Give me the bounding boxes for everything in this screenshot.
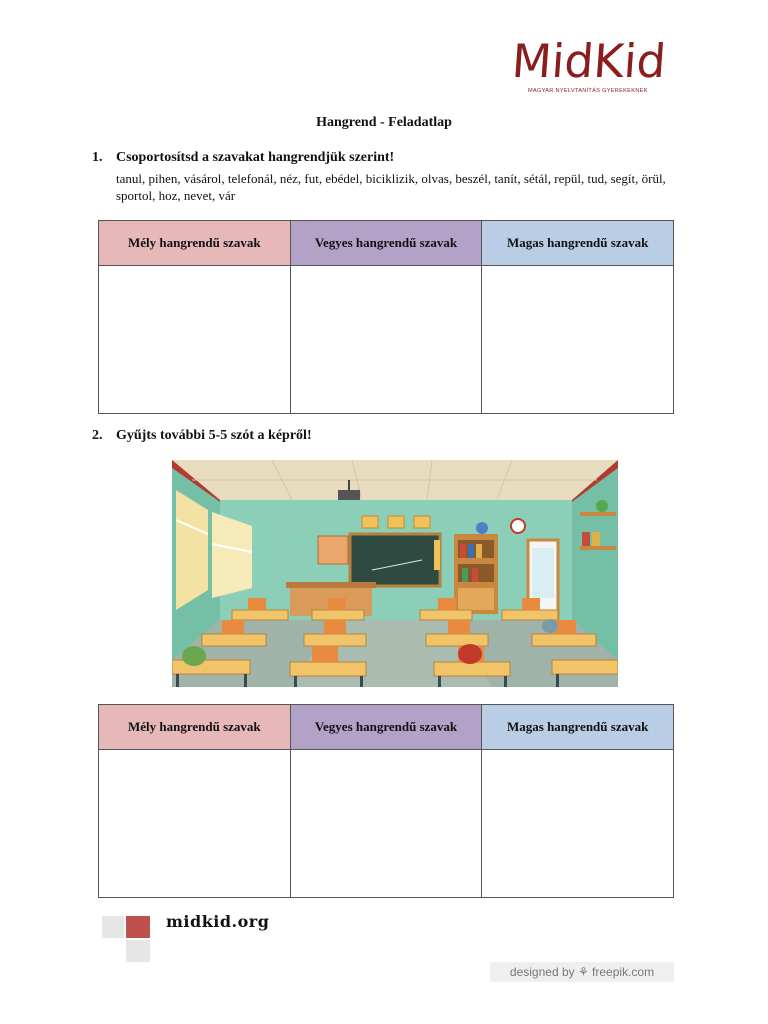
header-mixed-vowel-words: Vegyes hangrendű szavak [290, 705, 482, 750]
word-list: tanul, pihen, vásárol, telefonál, néz, fut, ebédel, biciklizik, olvas, beszél, tanít, sétál, repül, tud, segít, örül, sportol, hoz, nevet, vár [116, 171, 666, 203]
task-2-text: Gyűjts további 5-5 szót a képről! [116, 428, 312, 443]
answer-cell-front[interactable] [482, 266, 674, 414]
answer-cell-back[interactable] [99, 750, 291, 898]
task-2-number: 2. [92, 428, 103, 443]
header-front-vowel-words: Magas hangrendű szavak [482, 221, 674, 266]
image-credit: designed by ⚘ freepik.com [490, 962, 674, 982]
footer-squares-logo [100, 914, 160, 964]
logo-tagline: MAGYAR NYELVTANÍTÁS GYEREKEKNEK [528, 88, 648, 94]
answer-cell-mixed[interactable] [290, 750, 482, 898]
footer-site: midkid.org [166, 912, 270, 931]
task-1-number: 1. [92, 150, 103, 165]
header-back-vowel-words: Mély hangrendű szavak [99, 221, 291, 266]
header-front-vowel-words: Magas hangrendű szavak [482, 705, 674, 750]
classroom-illustration [172, 460, 618, 687]
header-mixed-vowel-words: Vegyes hangrendű szavak [290, 221, 482, 266]
sorting-table-1 [98, 220, 674, 414]
logo-wordmark: MidKid [510, 34, 668, 88]
task-1-text: Csoportosítsd a szavakat hangrendjük szerint! [116, 150, 395, 165]
task-2-instruction [92, 428, 312, 444]
midkid-logo [510, 34, 672, 100]
answer-cell-front[interactable] [482, 750, 674, 898]
answer-cell-back[interactable] [99, 266, 291, 414]
answer-cell-mixed[interactable] [290, 266, 482, 414]
header-back-vowel-words: Mély hangrendű szavak [99, 705, 291, 750]
task-1-instruction [92, 150, 394, 166]
document-title: Hangrend - Feladatlap [316, 115, 452, 130]
sorting-table-2 [98, 704, 674, 898]
